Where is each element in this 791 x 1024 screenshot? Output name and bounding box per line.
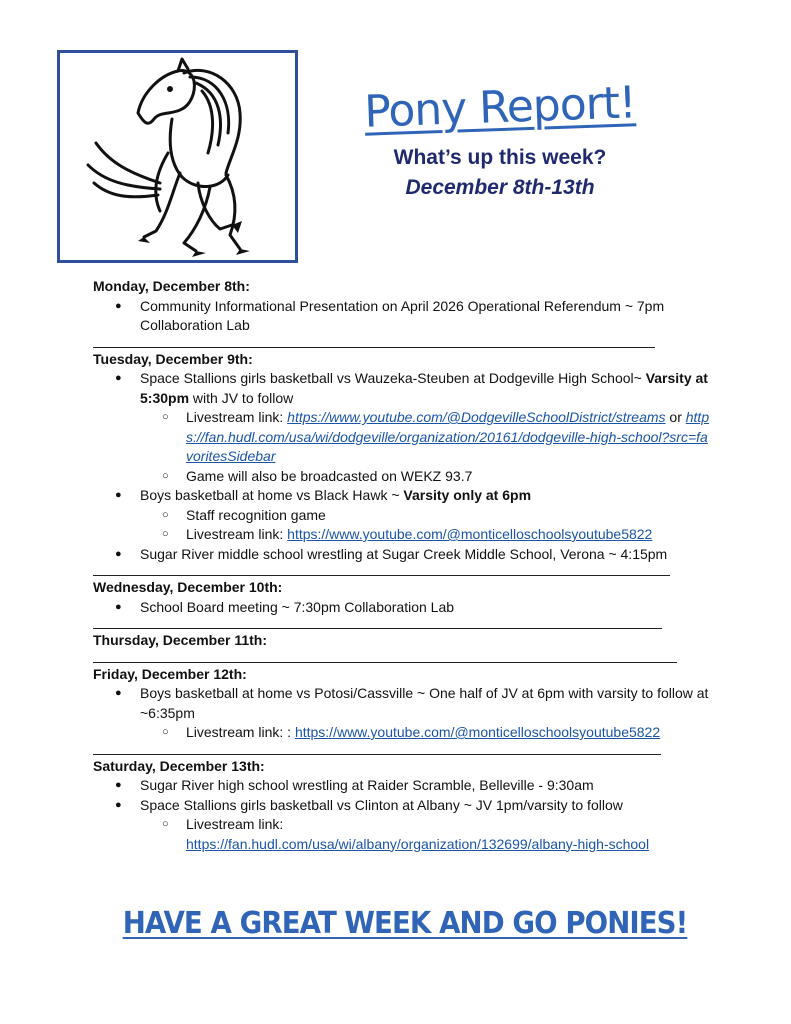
list-item — [93, 525, 713, 545]
livestream-link[interactable]: https://www.youtube.com/@DodgevilleSchoolDistrict/streams — [287, 409, 666, 425]
page-title: Pony Report! — [363, 77, 637, 138]
schedule-content — [93, 277, 713, 854]
wednesday-heading: Wednesday, December 10th: — [93, 579, 283, 595]
monday-list — [93, 297, 713, 336]
list-item: ● School Board meeting ~ 7:30pm Collaboration Lab — [93, 598, 713, 618]
item-label: Livestream link: — [186, 816, 284, 832]
friday-heading: Friday, December 12th: — [93, 665, 247, 682]
date-range: December 8th-13th — [405, 176, 595, 199]
saturday-heading: Saturday, December 13th: — [93, 757, 265, 774]
wednesday-list — [93, 598, 713, 618]
tuesday-heading: Tuesday, December 9th: — [93, 350, 253, 367]
list-item: ● Space Stallions girls basketball vs Clinton at Albany ~ JV 1pm/varsity to follow — [93, 796, 713, 816]
list-item: ● Sugar River middle school wrestling at Sugar Creek Middle School, Verona ~ 4:15pm — [93, 545, 713, 565]
item-text: or — [665, 409, 686, 425]
thursday-heading: Thursday, December 11th: — [93, 632, 268, 648]
divider — [93, 575, 670, 576]
list-item: ○ Staff recognition game — [93, 506, 713, 526]
livestream-link[interactable]: https://www.youtube.com/@monticelloschoolsyoutube5822 — [287, 526, 653, 542]
livestream-link[interactable]: https://fan.hudl.com/usa/wi/albany/organization/132699/albany-high-school — [186, 835, 650, 852]
item-bold: Varsity only at 6pm — [403, 487, 532, 503]
item-label: Livestream link: — [186, 409, 288, 425]
friday-list — [93, 684, 713, 743]
list-item — [93, 408, 713, 467]
item-text: Boys basketball at home vs Black Hawk ~ — [140, 487, 404, 503]
list-item: ○ Game will also be broadcasted on WEKZ 93.7 — [93, 467, 713, 487]
divider — [93, 754, 661, 755]
item-bold: Varsity at 5:30pm — [140, 370, 708, 406]
footer-slogan: HAVE A GREAT WEEK AND GO PONIES! — [122, 906, 688, 941]
divider — [93, 662, 677, 663]
list-item: ● Boys basketball at home vs Potosi/Cassville ~ One half of JV at 6pm with varsity to follow at ~6:35pm — [93, 684, 713, 723]
list-item: ● Sugar River high school wrestling at Raider Scramble, Belleville - 9:30am — [93, 776, 713, 796]
mustang-horse-icon — [60, 53, 295, 260]
item-label: Livestream link: : — [186, 724, 295, 740]
livestream-link[interactable]: https://www.youtube.com/@monticelloschoolsyoutube5822 — [294, 724, 661, 740]
divider — [93, 628, 662, 629]
item-label: Livestream link: — [186, 526, 288, 542]
tuesday-list — [93, 369, 713, 564]
item-text: with JV to follow — [189, 389, 294, 406]
monday-heading: Monday, December 8th: — [93, 278, 250, 294]
saturday-list — [93, 776, 713, 854]
list-item — [93, 723, 713, 743]
list-item — [93, 815, 713, 854]
list-item — [93, 369, 713, 408]
logo-box — [57, 50, 298, 263]
livestream-link[interactable]: https://fan.hudl.com/usa/wi/dodgeville/organization/20161/dodgeville-high-school?src=favoritesSidebar — [186, 409, 710, 464]
divider — [93, 347, 655, 348]
list-item: ● Community Informational Presentation on April 2026 Operational Referendum ~ 7pm Collaboration Lab — [93, 297, 713, 336]
list-item — [93, 486, 713, 506]
item-text: Space Stallions girls basketball vs Wauzeka-Steuben at Dodgeville High School~ — [140, 370, 646, 386]
page-subtitle: What’s up this week? — [393, 146, 607, 169]
